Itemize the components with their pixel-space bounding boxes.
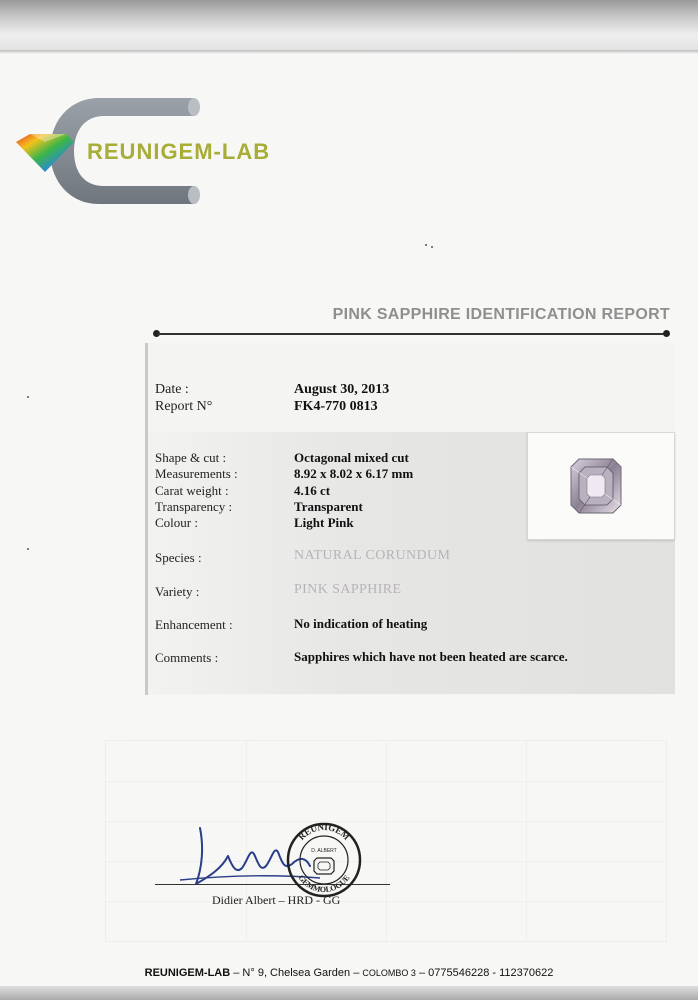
carat-label: Carat weight :	[155, 483, 229, 498]
top-scan-shadow	[0, 50, 698, 54]
transparency-value: Transparent	[294, 499, 363, 514]
comments-value: Sapphires which have not been heated are scarce.	[294, 649, 568, 664]
footer-brand: REUNIGEM-LAB	[144, 967, 231, 979]
seal-bottom-text: GEMMOLOGUE	[296, 873, 352, 895]
gem-image	[570, 458, 622, 514]
variety-label: Variety :	[155, 584, 200, 599]
carat-value: 4.16 ct	[294, 483, 331, 498]
species-value: NATURAL CORUNDUM	[294, 548, 451, 563]
transparency-label: Transparency :	[155, 499, 233, 514]
date-value: August 30, 2013	[294, 382, 390, 397]
colour-value: Light Pink	[294, 515, 354, 530]
report-title: PINK SAPPHIRE IDENTIFICATION REPORT	[332, 306, 670, 323]
enhancement-value: No indication of heating	[294, 616, 428, 631]
bottom-scan-band	[0, 986, 698, 1000]
scan-speck	[27, 396, 29, 398]
signer-name: Didier Albert – HRD - GG	[212, 893, 341, 907]
report-number-value: FK4-770 0813	[294, 399, 378, 414]
date-label: Date :	[155, 382, 189, 397]
footer-phones: – 0775546228 - 112370622	[418, 967, 554, 979]
brand-name: REUNIGEM-LAB	[87, 139, 271, 164]
seal-mid-text: D. ALBERT	[311, 848, 337, 854]
title-rule	[157, 333, 667, 335]
scan-speck	[431, 246, 433, 248]
scan-speck	[27, 548, 29, 550]
footer-contact	[0, 967, 698, 979]
enhancement-label: Enhancement :	[155, 617, 233, 632]
comments-label: Comments :	[155, 650, 219, 665]
gemmologist-seal	[284, 816, 364, 906]
variety-value: PINK SAPPHIRE	[294, 582, 402, 597]
footer-address: – N° 9, Chelsea Garden –	[233, 967, 360, 979]
shape-value: Octagonal mixed cut	[294, 450, 409, 465]
shape-label: Shape & cut :	[155, 450, 227, 465]
top-scan-band	[0, 0, 698, 50]
scan-speck	[425, 244, 427, 246]
footer-city: COLOMBO 3	[362, 968, 416, 978]
measurements-value: 8.92 x 8.02 x 6.17 mm	[294, 466, 414, 481]
seal-top-text: REUNIGEM	[296, 821, 352, 842]
species-label: Species :	[155, 550, 202, 565]
colour-label: Colour :	[155, 515, 198, 530]
measurements-label: Measurements :	[155, 466, 238, 481]
rule-end-dot	[663, 330, 670, 337]
report-number-label: Report N°	[155, 399, 213, 414]
